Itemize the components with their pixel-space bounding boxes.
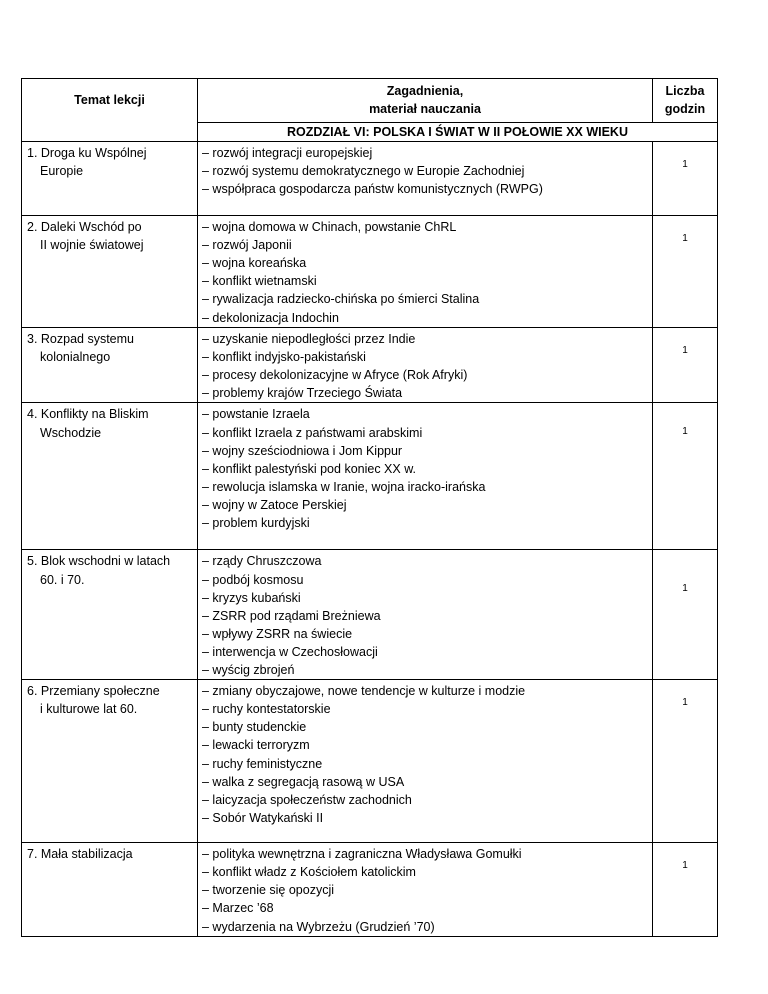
material-item: – konflikt Izraela z państwami arabskimi xyxy=(202,425,423,440)
lesson-material xyxy=(198,680,653,843)
material-item: – kryzys kubański xyxy=(202,590,301,605)
header-topic xyxy=(22,79,198,142)
lesson-row xyxy=(22,680,718,843)
material-item: – rozwój integracji europejskiej xyxy=(202,146,373,161)
material-item: – uzyskanie niepodległości przez Indie xyxy=(202,332,416,347)
lesson-row xyxy=(22,550,718,680)
lesson-title-line2: i kulturowe lat 60. xyxy=(40,702,138,717)
material-item: – konflikt władz z Kościołem katolickim xyxy=(202,865,416,880)
material-item: – wojna koreańska xyxy=(202,256,307,271)
material-item: – ruchy feministyczne xyxy=(202,756,323,771)
lesson-hours xyxy=(653,680,718,843)
material-item: – walka z segregacją rasową w USA xyxy=(202,774,405,789)
material-item: – wyścig zbrojeń xyxy=(202,663,295,678)
material-item: – rozwój systemu demokratycznego w Europie Zachodniej xyxy=(202,164,525,179)
lesson-hours xyxy=(653,403,718,550)
material-item: – wydarzenia na Wybrzeżu (Grudzień ’70) xyxy=(202,919,435,934)
lesson-title-line1: 6. Przemiany społeczne xyxy=(27,684,160,699)
lesson-hours xyxy=(653,328,718,403)
material-item: – wojny sześciodniowa i Jom Kippur xyxy=(202,443,403,458)
lesson-title-line2: II wojnie światowej xyxy=(40,238,144,253)
header-hours-line1: Liczba xyxy=(665,84,705,98)
lesson-hours xyxy=(653,142,718,216)
lesson-material xyxy=(198,550,653,680)
lesson-hours-value: 1 xyxy=(682,345,688,357)
material-item: – konflikt palestyński pod koniec XX w. xyxy=(202,461,417,476)
lesson-hours-value: 1 xyxy=(682,860,688,872)
material-item: – tworzenie się opozycji xyxy=(202,883,335,898)
lesson-material xyxy=(198,216,653,328)
material-item: – ruchy kontestatorskie xyxy=(202,702,331,717)
lesson-hours-value: 1 xyxy=(682,697,688,709)
material-item: – interwencja w Czechosłowacji xyxy=(202,644,378,659)
lesson-title-line1: 5. Blok wschodni w latach xyxy=(27,554,171,569)
material-item: – polityka wewnętrzna i zagraniczna Władysława Gomułki xyxy=(202,847,522,862)
material-item: – dekolonizacja Indochin xyxy=(202,310,339,325)
material-item: – rozwój Japonii xyxy=(202,238,292,253)
material-item: – rywalizacja radziecko-chińska po śmierci Stalina xyxy=(202,292,480,307)
lesson-topic xyxy=(22,216,198,328)
header-row xyxy=(22,79,718,123)
material-item: – Sobór Watykański II xyxy=(202,810,324,825)
lesson-topic xyxy=(22,843,198,936)
lesson-title-line1: 1. Droga ku Wspólnej xyxy=(27,146,147,161)
header-hours-line2: godzin xyxy=(664,102,706,117)
lesson-topic xyxy=(22,550,198,680)
material-item: – rządy Chruszczowa xyxy=(202,554,322,569)
lesson-hours-value: 1 xyxy=(682,233,688,245)
lesson-row xyxy=(22,142,718,216)
material-item: – Marzec ’68 xyxy=(202,901,274,916)
material-item: – ZSRR pod rządami Breżniewa xyxy=(202,608,381,623)
material-item: – współpraca gospodarcza państw komunistycznych (RWPG) xyxy=(202,182,543,197)
lesson-topic xyxy=(22,328,198,403)
lesson-title-line2: kolonialnego xyxy=(40,350,111,365)
lesson-row xyxy=(22,403,718,550)
lesson-title-line1: 4. Konflikty na Bliskim xyxy=(27,407,149,422)
lesson-title-line1: 7. Mała stabilizacja xyxy=(27,847,133,862)
lesson-title-line2: 60. i 70. xyxy=(40,572,85,587)
lesson-title-line2: Wschodzie xyxy=(40,425,102,440)
lesson-title-line1: 2. Daleki Wschód po xyxy=(27,220,142,235)
header-material xyxy=(198,79,653,123)
material-item: – rewolucja islamska w Iranie, wojna iracko-irańska xyxy=(202,479,486,494)
lesson-hours-value: 1 xyxy=(682,583,688,595)
header-topic-label: Temat lekcji xyxy=(74,93,145,107)
material-item: – wpływy ZSRR na świecie xyxy=(202,626,353,641)
lesson-material xyxy=(198,843,653,936)
material-item: – problemy krajów Trzeciego Świata xyxy=(202,386,403,401)
material-item: – lewacki terroryzm xyxy=(202,738,310,753)
curriculum-table xyxy=(21,78,718,937)
material-item: – powstanie Izraela xyxy=(202,407,310,422)
lesson-hours xyxy=(653,550,718,680)
lesson-hours xyxy=(653,216,718,328)
lesson-material xyxy=(198,142,653,216)
header-material-line1: Zagadnienia, xyxy=(386,84,464,98)
lesson-hours-value: 1 xyxy=(682,426,688,438)
material-item: – konflikt indyjsko-pakistański xyxy=(202,350,366,365)
material-item: – wojna domowa w Chinach, powstanie ChRL xyxy=(202,220,457,235)
lesson-topic xyxy=(22,680,198,843)
material-item: – zmiany obyczajowe, nowe tendencje w kulturze i modzie xyxy=(202,684,526,699)
lesson-row xyxy=(22,328,718,403)
lesson-material xyxy=(198,403,653,550)
lesson-material xyxy=(198,328,653,403)
material-item: – konflikt wietnamski xyxy=(202,274,317,289)
lesson-topic xyxy=(22,142,198,216)
material-item: – podbój kosmosu xyxy=(202,572,304,587)
lesson-title-line1: 3. Rozpad systemu xyxy=(27,332,134,347)
lesson-row xyxy=(22,216,718,328)
lesson-topic xyxy=(22,403,198,550)
header-material-line2: materiał nauczania xyxy=(369,102,481,117)
material-item: – wojny w Zatoce Perskiej xyxy=(202,497,347,512)
header-hours xyxy=(653,79,718,123)
lesson-hours xyxy=(653,843,718,936)
material-item: – bunty studenckie xyxy=(202,720,307,735)
lesson-hours-value: 1 xyxy=(682,159,688,171)
material-item: – problem kurdyjski xyxy=(202,516,310,531)
lesson-row xyxy=(22,843,718,936)
lesson-title-line2: Europie xyxy=(40,164,84,179)
section-title: ROZDZIAŁ VI: POLSKA I ŚWIAT W II POŁOWIE XX WIEKU xyxy=(198,123,718,142)
material-item: – laicyzacja społeczeństw zachodnich xyxy=(202,792,412,807)
material-item: – procesy dekolonizacyjne w Afryce (Rok Afryki) xyxy=(202,368,468,383)
